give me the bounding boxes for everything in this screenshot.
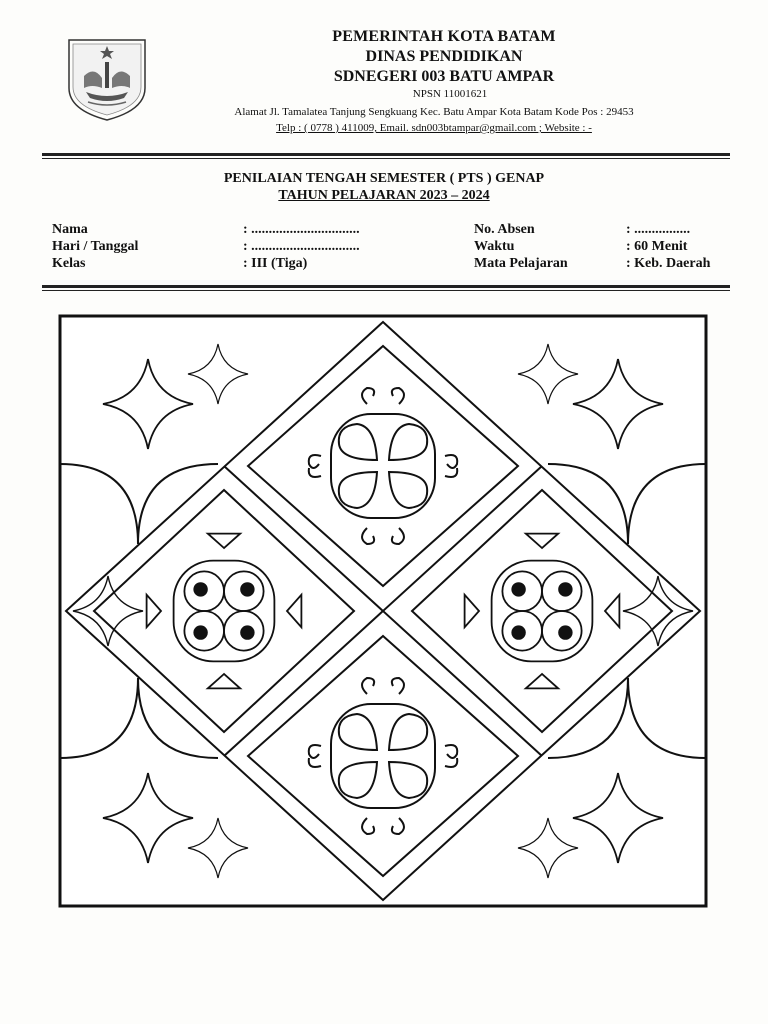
header-divider-thin <box>42 158 730 159</box>
info-divider <box>42 285 730 288</box>
info-divider-thin <box>42 290 730 291</box>
header-divider <box>42 153 730 156</box>
hari-label: Hari / Tanggal <box>52 239 139 254</box>
exam-title: PENILAIAN TENGAH SEMESTER ( PTS ) GENAP <box>223 171 545 186</box>
absen-field[interactable]: : ................ <box>626 222 691 237</box>
kelas-value: : III (Tiga) <box>243 256 308 271</box>
department-name: DINAS PENDIDIKAN <box>365 48 523 65</box>
waktu-value: : 60 Menit <box>626 239 688 254</box>
school-name: SDNEGERI 003 BATU AMPAR <box>333 68 555 85</box>
nama-label: Nama <box>52 222 88 237</box>
batik-coloring-pattern[interactable] <box>58 314 708 908</box>
kelas-label: Kelas <box>52 256 86 271</box>
absen-label: No. Absen <box>474 222 535 237</box>
waktu-label: Waktu <box>474 239 515 254</box>
contact-line: Telp : ( 0778 ) 411009, Email. sdn003btampar@gmail.com ; Website : - <box>276 122 592 134</box>
exam-year-text: TAHUN PELAJARAN 2023 – 2024 <box>278 188 490 203</box>
address: Alamat Jl. Tamalatea Tanjung Sengkuang Kec. Batu Ampar Kota Batam Kode Pos : 29453 <box>234 106 634 118</box>
nama-field[interactable]: : ............................... <box>243 222 360 237</box>
mapel-value: : Keb. Daerah <box>626 256 711 271</box>
government-name: PEMERINTAH KOTA BATAM <box>332 28 556 45</box>
exam-year <box>0 188 768 204</box>
mapel-label: Mata Pelajaran <box>474 256 568 271</box>
hari-field[interactable]: : ............................... <box>243 239 360 254</box>
npsn: NPSN 11001621 <box>412 88 488 100</box>
